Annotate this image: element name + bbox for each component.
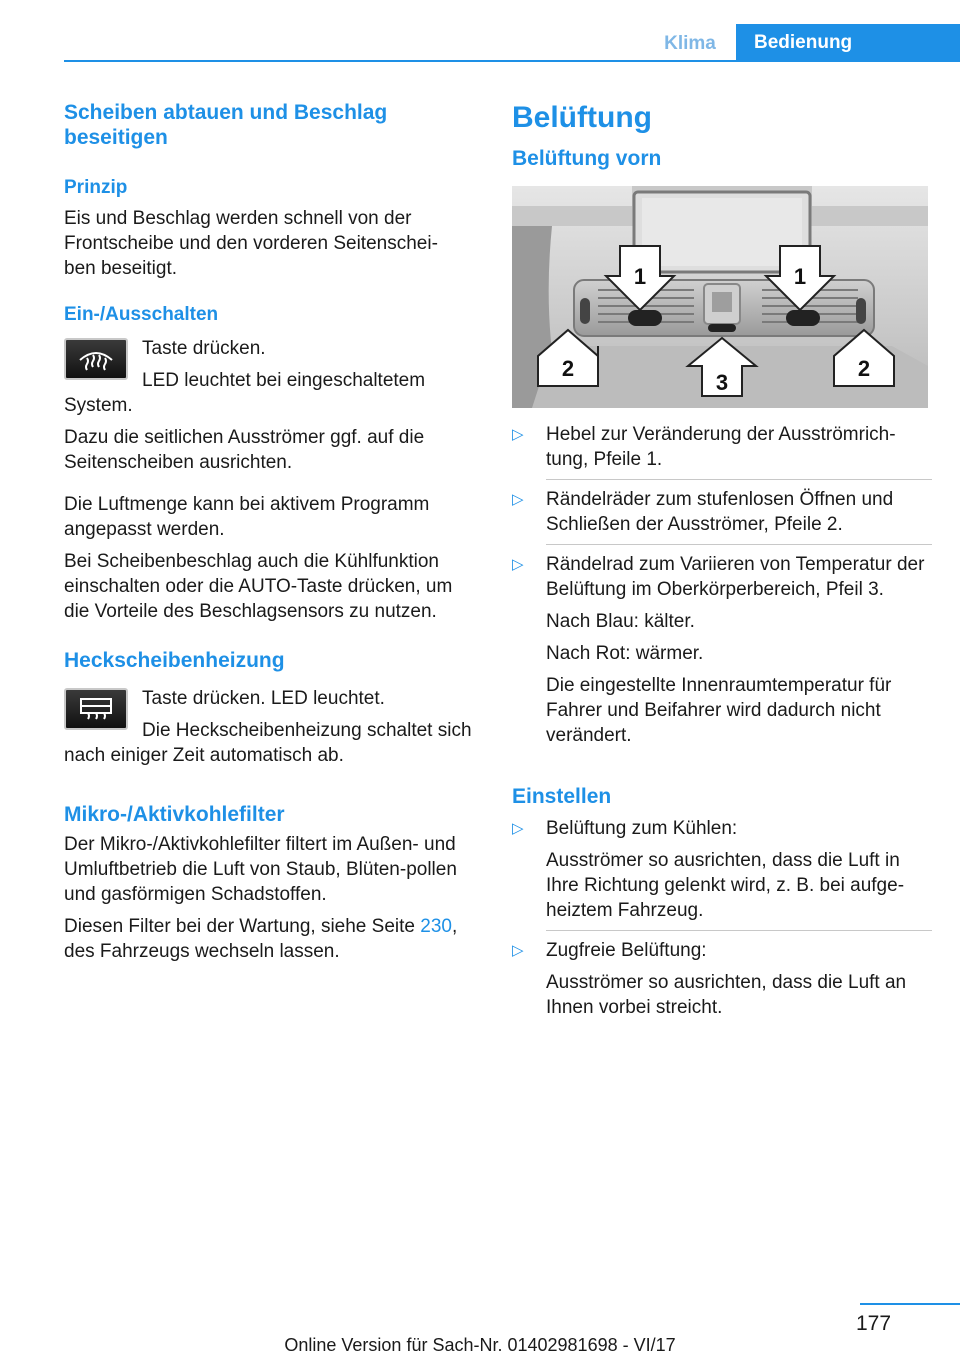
rear-heat-block: [64, 686, 482, 768]
rear-press-text: Taste drücken. LED leuchtet.: [142, 688, 385, 709]
triangle-bullet-icon: ▷: [512, 426, 524, 443]
beluftung-heading: Belüftung: [512, 101, 652, 134]
defrost-button-icon: [64, 338, 128, 380]
settings-list: [512, 816, 932, 1020]
beluftung-vorn-heading: Belüftung vorn: [512, 147, 662, 170]
list-item: [512, 487, 932, 537]
list-item: [512, 938, 932, 1020]
defrost-heading: Scheiben abtauen und Beschlag beseitigen: [64, 101, 388, 149]
figure-label-3: 3: [715, 370, 729, 395]
figure-label-2a: 2: [561, 356, 575, 381]
page-number: 177: [856, 1312, 892, 1335]
prinzip-text: Eis und Beschlag werden schnell von der Frontscheibe und den vorderen Seitenschei-ben beseitigt.: [64, 208, 438, 279]
filter-heading: Mikro-/Aktivkohlefilter: [64, 803, 285, 826]
figure-label-2b: 2: [857, 356, 871, 381]
header-divider: [64, 60, 960, 62]
bullet-temperature-wheel: Rändelrad zum Variieren von Temperatur der Belüftung im Oberkörperbereich, Pfeil 3.: [546, 554, 925, 600]
temp-note-text: Die eingestellte Innenraumtemperatur für Fahrer und Beifahrer wird dadurch nicht verändert.: [546, 675, 892, 746]
right-column: [512, 100, 932, 1020]
tab-bedienung[interactable]: Bedienung: [736, 24, 960, 62]
divider: [512, 930, 932, 931]
defrost-block: [64, 336, 482, 418]
air-volume-text: Die Luftmenge kann bei aktivem Programm angepasst werden.: [64, 494, 430, 540]
draftfree-label: Zugfreie Belüftung:: [546, 940, 707, 961]
triangle-bullet-icon: ▷: [512, 942, 524, 959]
rear-defrost-button-icon: [64, 688, 128, 730]
figure-label-1b: 1: [793, 264, 807, 289]
divider: [512, 479, 932, 480]
led-on-text: LED leuchtet bei eingeschaltetem System.: [64, 370, 426, 416]
triangle-bullet-icon: ▷: [512, 820, 524, 837]
divider: [512, 544, 932, 545]
list-item: [512, 816, 932, 923]
page-230-link[interactable]: 230: [420, 916, 452, 937]
vent-controls-list: [512, 422, 932, 748]
tab-klima[interactable]: Klima: [664, 33, 716, 54]
cool-text: Ausströmer so ausrichten, dass die Luft in Ihre Richtung gelenkt wird, z. B. bei aufge-heiztem Fahrzeug.: [546, 850, 905, 921]
einstellen-heading: Einstellen: [512, 785, 612, 808]
filter-service-post: , des Fahrzeugs wechseln lassen.: [64, 916, 458, 962]
filter-text: Der Mikro-/Aktivkohlefilter filtert im Außen- und Umluftbetrieb die Luft von Staub, Blüten-pollen und gasförmigen Schadstoffen.: [64, 834, 457, 905]
prinzip-heading: Prinzip: [64, 177, 128, 198]
bullet-levers: Hebel zur Veränderung der Ausströmrich-tung, Pfeile 1.: [546, 424, 896, 470]
blue-text: Nach Blau: kälter.: [546, 611, 695, 632]
ein-aus-heading: Ein-/Ausschalten: [64, 304, 219, 325]
press-button-text: Taste drücken.: [142, 338, 266, 359]
rear-heat-heading: Heckscheibenheizung: [64, 649, 285, 672]
triangle-bullet-icon: ▷: [512, 556, 524, 573]
figure-label-1a: 1: [633, 264, 647, 289]
side-vents-text: Dazu die seitlichen Ausströmer ggf. auf die Seitenscheiben ausrichten.: [64, 427, 425, 473]
bullet-thumbwheels: Rändelräder zum stufenlosen Öffnen und Schließen der Ausströmer, Pfeile 2.: [546, 489, 894, 535]
footer-divider: [860, 1303, 960, 1305]
online-version-text: Online Version für Sach-Nr. 01402981698 - VI/17: [284, 1335, 676, 1355]
cooling-text: Bei Scheibenbeschlag auch die Kühlfunktion einschalten oder die AUTO-Taste drücken, um die Vorteile des Beschlagsensors zu nutzen.: [64, 551, 453, 622]
red-text: Nach Rot: wärmer.: [546, 643, 704, 664]
triangle-bullet-icon: ▷: [512, 491, 524, 508]
filter-service-text: [64, 914, 464, 964]
filter-service-pre: Diesen Filter bei der Wartung, siehe Seite: [64, 916, 421, 937]
list-item: [512, 422, 932, 472]
list-item: [512, 552, 932, 748]
rear-auto-off-text: Die Heckscheibenheizung schaltet sich nach einiger Zeit automatisch ab.: [64, 720, 472, 766]
left-column: [64, 100, 482, 964]
cool-label: Belüftung zum Kühlen:: [546, 818, 738, 839]
draftfree-text: Ausströmer so ausrichten, dass die Luft an Ihnen vorbei streicht.: [546, 972, 907, 1018]
ventilation-figure: [512, 186, 928, 408]
